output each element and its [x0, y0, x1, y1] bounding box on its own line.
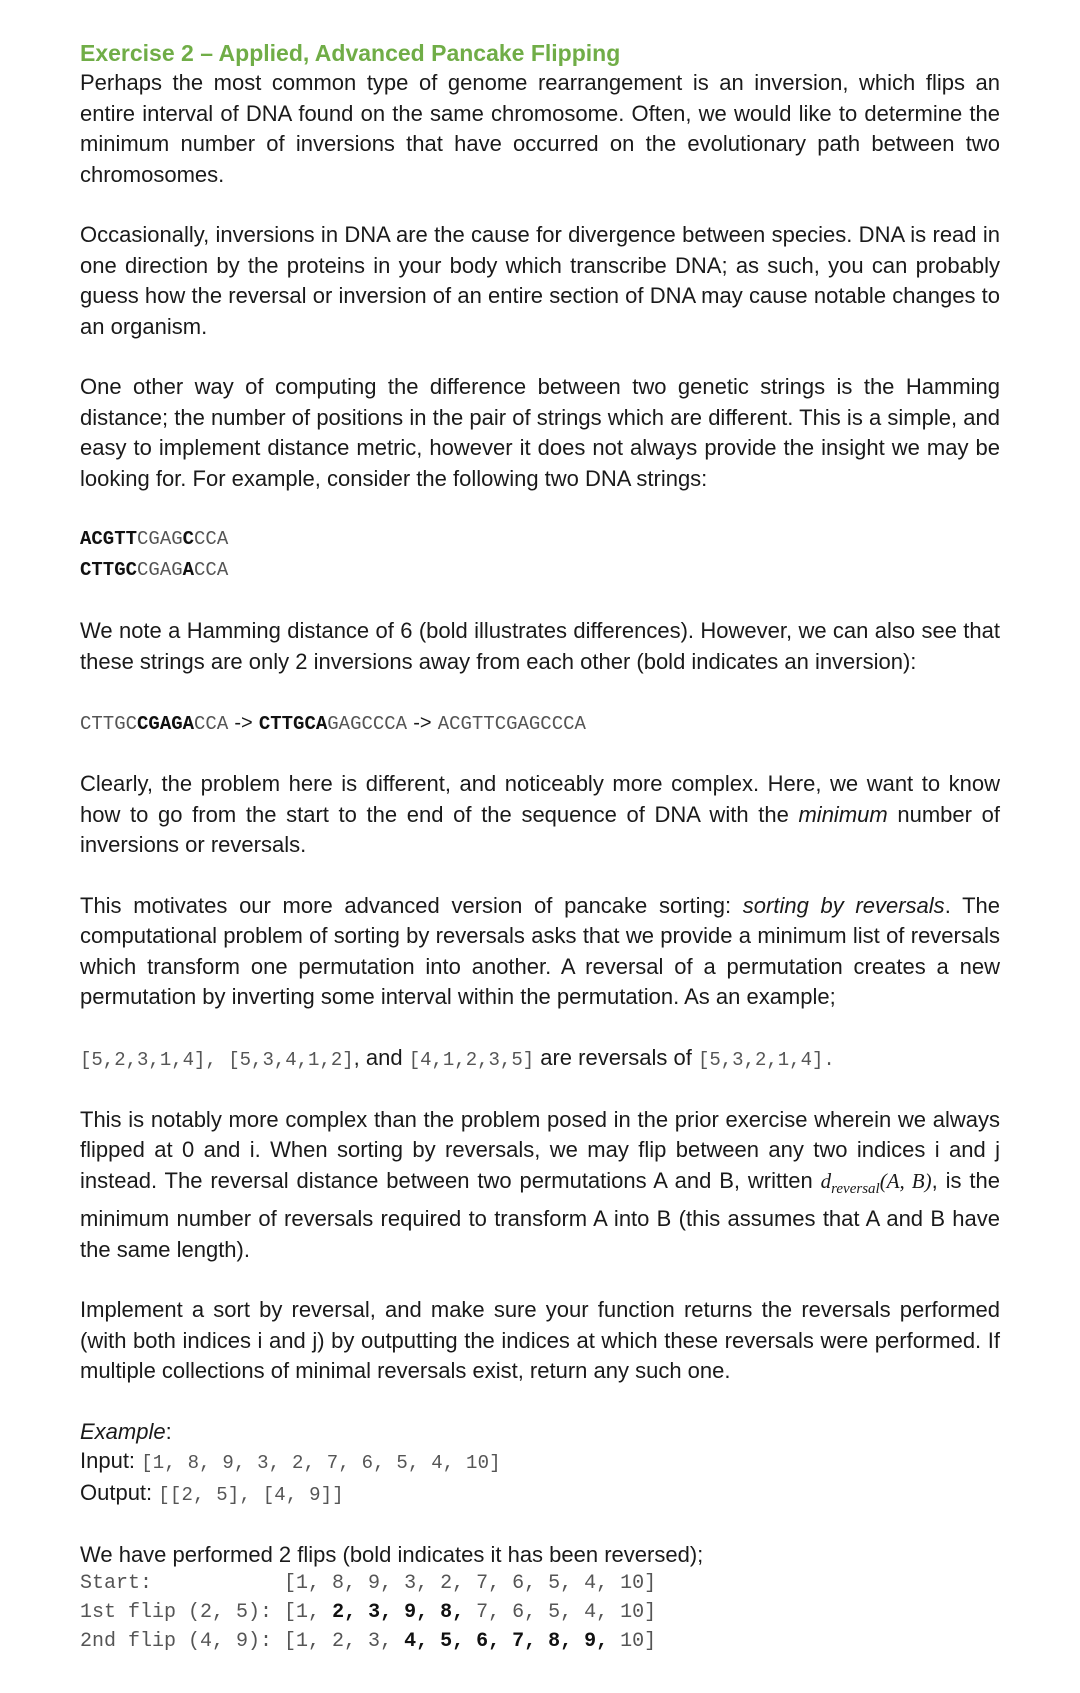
text-run: Clearly, the problem here is different, and noticeably more complex. Here, we want to know how to go from the start to the end of the sequence of DNA with the	[80, 771, 1000, 827]
dna-bold: ACGTT	[80, 528, 138, 550]
math-sub: reversal	[831, 1180, 880, 1197]
math-args: (A, B)	[879, 1168, 932, 1193]
paragraph-inversion-intro: Perhaps the most common type of genome rearrangement is an inversion, which flips an entire interval of DNA found on the same chromosome. Often, we would like to determine the minimum number of inversions that have occurred on the evolutionary path between two chromosomes.	[80, 70, 1000, 187]
flip-row-2	[80, 1627, 1000, 1656]
input-label: Input:	[80, 1447, 142, 1473]
flip-value: 7, 6, 5, 4, 10]	[464, 1600, 657, 1624]
example-block	[80, 1417, 1000, 1510]
flip-bold: 2, 3, 9, 8,	[332, 1600, 465, 1624]
dna-string-2	[80, 555, 1000, 586]
dna-bold: C	[182, 528, 195, 550]
text-run: This motivates our more advanced version of pancake sorting:	[80, 892, 743, 918]
output-label: Output:	[80, 1479, 159, 1505]
flip-row-1	[80, 1598, 1000, 1627]
dna-normal: CCA	[194, 528, 229, 550]
text-run: , is the minimum number of reversals required to transform A into B (this assumes that A and B have the same length).	[80, 1167, 1000, 1262]
paragraph-reversal-distance	[80, 1105, 1000, 1266]
paragraph-sorting-by-reversals	[80, 891, 1000, 1013]
example-colon: :	[165, 1418, 172, 1444]
input-value: [1, 8, 9, 3, 2, 7, 6, 5, 4, 10]	[141, 1451, 501, 1474]
paragraph-divergence: Occasionally, inversions in DNA are the cause for divergence between species. DNA is read in one direction by the proteins in your body which transcribe DNA; as such, you can probably guess how the reversal or inversion of an entire section of DNA may cause notable changes to an organism.	[80, 222, 1000, 339]
flips-intro: We have performed 2 flips (bold indicates it has been reversed);	[80, 1541, 704, 1567]
perm-4: [5,3,2,1,4]	[697, 1048, 824, 1071]
flip-label: 1st flip (2, 5):	[80, 1600, 285, 1624]
flip-label: Start:	[80, 1571, 285, 1595]
flip-value: [1,	[284, 1600, 333, 1624]
example-output	[80, 1478, 1000, 1510]
example-input	[80, 1446, 1000, 1478]
inv-step1-c: CCA	[194, 713, 229, 735]
example-heading	[80, 1417, 1000, 1446]
dna-bold: CTTGC	[80, 559, 138, 581]
arrow-1: ->	[234, 712, 253, 734]
exercise-title: Exercise 2 – Applied, Advanced Pancake Flipping	[80, 40, 621, 66]
dna-normal: CCA	[194, 559, 229, 581]
output-value: [[2, 5], [4, 9]]	[158, 1483, 344, 1506]
flips-table	[80, 1569, 1000, 1656]
emphasis-minimum: minimum	[798, 801, 888, 827]
inv-step2-bold: CTTGCA	[258, 713, 328, 735]
paragraph-hamming: One other way of computing the difference between two genetic strings is the Hamming distance; the number of positions in the pair of strings which are different. This is a simple, and easy to implement distance metric, however it does not always provide the insight we may be looking for. For example, consider the following two DNA strings:	[80, 374, 1000, 491]
dna-string-1	[80, 524, 1000, 555]
flip-row-start	[80, 1569, 1000, 1598]
text-and: , and	[353, 1044, 409, 1070]
separator: ,	[205, 1048, 229, 1071]
perm-2: [5,3,4,1,2]	[228, 1048, 354, 1071]
inv-step3: ACGTTCGAGCCCA	[437, 713, 586, 735]
inv-step2-b: GAGCCCA	[327, 713, 408, 735]
math-reversal-distance	[820, 1168, 932, 1197]
flip-value: [1, 8, 9, 3, 2, 7, 6, 5, 4, 10]	[284, 1571, 657, 1595]
inv-step1-a: CTTGC	[80, 713, 138, 735]
perm-1: [5,2,3,1,4]	[80, 1048, 206, 1071]
text-run: . The computational problem of sorting by reversals asks that we provide a minimum list of reversals which transform one permutation into another. A reversal of a permutation creates a new permutation by inverting some interval within the permutation. As an example;	[80, 892, 1000, 1009]
inversion-sequence	[80, 707, 1000, 739]
document-content	[80, 38, 1000, 1656]
text-run: number of inversions or reversals.	[80, 801, 1000, 857]
reversal-examples	[80, 1043, 1000, 1075]
paragraph-implement: Implement a sort by reversal, and make sure your function returns the reversals performed (with both indices i and j) by outputting the indices at which these reversals were performed. If multiple collections of minimal reversals exist, return any such one.	[80, 1297, 1000, 1384]
arrow-2: ->	[413, 712, 432, 734]
dna-normal: CGAG	[137, 559, 183, 581]
math-d: d	[820, 1168, 832, 1193]
text-run: This is notably more complex than the problem posed in the prior exercise wherein we always flipped at 0 and i. When sorting by reversals, we may flip between any two indices i and j instead. The reversal distance between two permutations A and B, written	[80, 1106, 1000, 1193]
paragraph-hamming-result: We note a Hamming distance of 6 (bold illustrates differences). However, we can also see that these strings are only 2 inversions away from each other (bold indicates an inversion):	[80, 618, 1000, 674]
inv-step1-bold: CGAGA	[137, 713, 195, 735]
period: .	[823, 1048, 835, 1071]
flip-value: 10]	[608, 1629, 657, 1653]
dna-bold: A	[182, 559, 195, 581]
text-are-reversals: are reversals of	[534, 1044, 698, 1070]
flip-label: 2nd flip (4, 9):	[80, 1629, 285, 1653]
dna-normal: CGAG	[137, 528, 183, 550]
flip-value: [1, 2, 3,	[284, 1629, 405, 1653]
paragraph-minimum	[80, 769, 1000, 861]
emphasis-sorting-by-reversals: sorting by reversals	[742, 892, 945, 918]
example-label: Example	[80, 1418, 166, 1444]
perm-3: [4,1,2,3,5]	[408, 1048, 535, 1071]
flip-bold: 4, 5, 6, 7, 8, 9,	[404, 1629, 609, 1653]
